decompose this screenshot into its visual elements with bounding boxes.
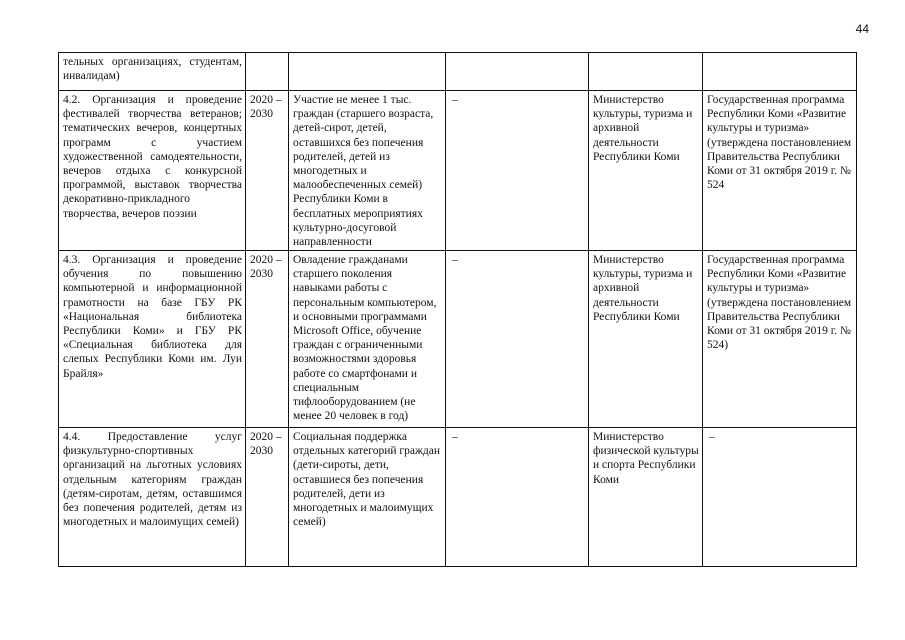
period-cell: 2020 – 2030 xyxy=(246,251,289,428)
budget-cell: – xyxy=(446,91,589,251)
program-cell: Государственная программа Республики Коми «Развитие культуры и туризма» (утверждена постановлением Правительства Республики Коми от 31 октября 2019 г. № 524) xyxy=(703,251,857,428)
measure-cell: 4.2. Организация и проведение фестивалей творчества ветеранов; тематических вечеров, концертных программ с участием художественной самодеятельности, вечеров отдыха с конкурсной программой, выставок творчества декоративно-прикладного творчества, вечеров поэзии xyxy=(59,91,246,251)
period-cell xyxy=(246,53,289,91)
result-cell: Социальная поддержка отдельных категорий граждан (дети-сироты, дети, оставшиеся без попечения родителей, дети из многодетных и малоимущих семей) xyxy=(289,428,446,567)
program-cell: – xyxy=(703,428,857,567)
period-cell: 2020 – 2030 xyxy=(246,91,289,251)
executor-cell: Министерство культуры, туризма и архивной деятельности Республики Коми xyxy=(589,251,703,428)
program-cell: Государственная программа Республики Коми «Развитие культуры и туризма» (утверждена постановлением Правительства Республики Коми от 31 октября 2019 г. № 524 xyxy=(703,91,857,251)
executor-cell: Министерство физической культуры и спорта Республики Коми xyxy=(589,428,703,567)
measure-cell: тельных организациях, студентам, инвалидам) xyxy=(59,53,246,91)
budget-cell: – xyxy=(446,428,589,567)
budget-cell xyxy=(446,53,589,91)
budget-cell: – xyxy=(446,251,589,428)
measure-cell: 4.4. Предоставление услуг физкультурно-спортивных организаций на льготных условиях отдельным категориям граждан (детям-сиротам, детям, оставшимся без попечения родителей, детям из многодетных и малоимущих семей) xyxy=(59,428,246,567)
result-cell xyxy=(289,53,446,91)
table-row xyxy=(59,428,857,567)
result-cell: Овладение гражданами старшего поколения навыками работы с персональным компьютером, и основными программами Microsoft Office, обучение граждан с ограниченными возможностями здоровья работе со смартфонами и специальным тифлооборудованием (не менее 20 человек в год) xyxy=(289,251,446,428)
measures-table xyxy=(58,52,857,567)
program-cell xyxy=(703,53,857,91)
page-number: 44 xyxy=(855,22,869,36)
table-row xyxy=(59,91,857,251)
result-cell: Участие не менее 1 тыс. граждан (старшего возраста, детей-сирот, детей, оставшихся без попечения родителей, детей из многодетных и малообеспеченных семей) Республики Коми в бесплатных мероприятиях культурно-досуговой направленности xyxy=(289,91,446,251)
period-cell: 2020 – 2030 xyxy=(246,428,289,567)
executor-cell: Министерство культуры, туризма и архивной деятельности Республики Коми xyxy=(589,91,703,251)
measure-cell: 4.3. Организация и проведение обучения по повышению компьютерной и информационной грамотности на базе ГБУ РК «Национальная библиотека Республики Коми» и ГБУ РК «Специальная библиотека для слепых Республики Коми им. Луи Брайля» xyxy=(59,251,246,428)
executor-cell xyxy=(589,53,703,91)
table-row xyxy=(59,251,857,428)
table-row xyxy=(59,53,857,91)
